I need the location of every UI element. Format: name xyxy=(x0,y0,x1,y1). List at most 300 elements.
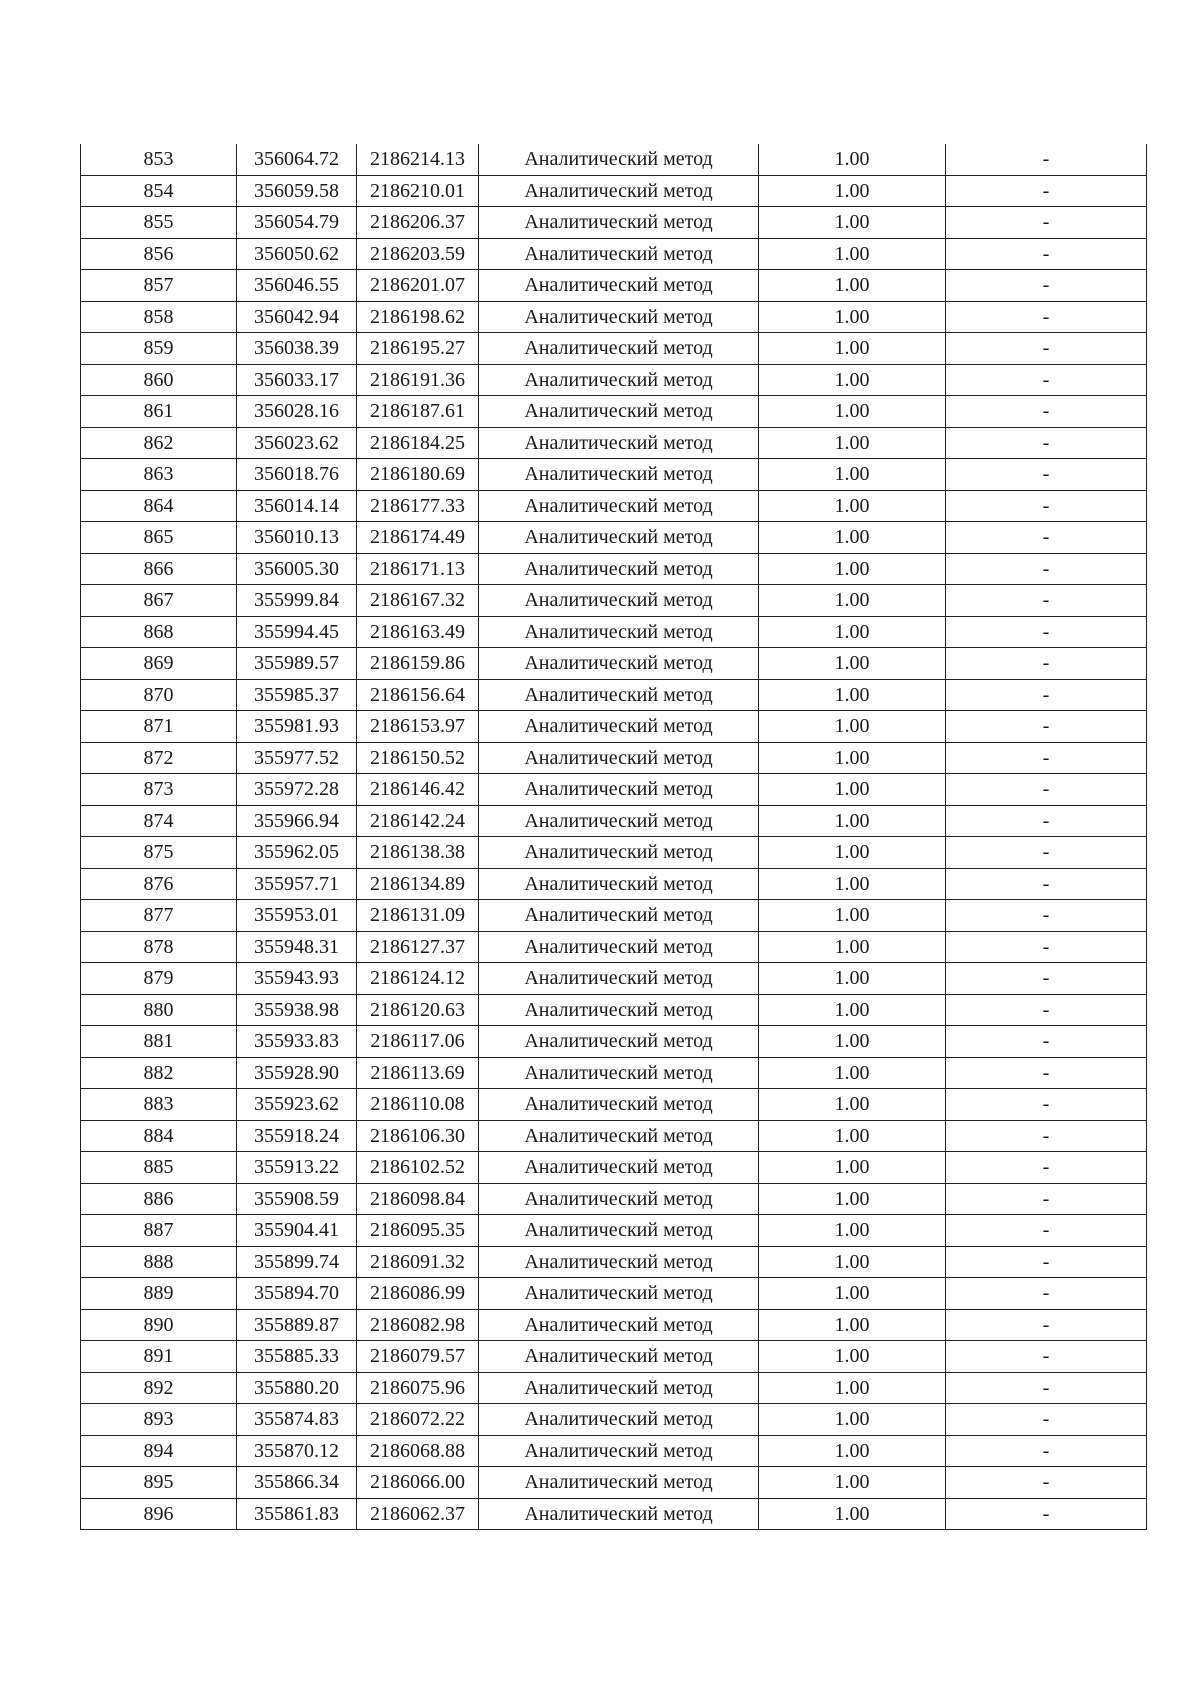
table-row xyxy=(81,553,1147,585)
point-number-cell: 870 xyxy=(81,679,237,711)
x-coordinate-cell: 355866.34 xyxy=(237,1467,357,1499)
description-cell: - xyxy=(946,144,1147,175)
y-coordinate-cell: 2186184.25 xyxy=(357,427,479,459)
table-row xyxy=(81,1120,1147,1152)
precision-cell: 1.00 xyxy=(759,522,946,554)
precision-cell: 1.00 xyxy=(759,270,946,302)
x-coordinate-cell: 356023.62 xyxy=(237,427,357,459)
x-coordinate-cell: 356059.58 xyxy=(237,175,357,207)
x-coordinate-cell: 356050.62 xyxy=(237,238,357,270)
table-row xyxy=(81,1215,1147,1247)
point-number-cell: 891 xyxy=(81,1341,237,1373)
y-coordinate-cell: 2186075.96 xyxy=(357,1372,479,1404)
point-number-cell: 866 xyxy=(81,553,237,585)
description-cell: - xyxy=(946,270,1147,302)
description-cell: - xyxy=(946,648,1147,680)
method-cell: Аналитический метод xyxy=(479,1372,759,1404)
y-coordinate-cell: 2186171.13 xyxy=(357,553,479,585)
precision-cell: 1.00 xyxy=(759,711,946,743)
x-coordinate-cell: 356064.72 xyxy=(237,144,357,175)
x-coordinate-cell: 356014.14 xyxy=(237,490,357,522)
description-cell: - xyxy=(946,1215,1147,1247)
y-coordinate-cell: 2186142.24 xyxy=(357,805,479,837)
table-row xyxy=(81,522,1147,554)
table-row xyxy=(81,364,1147,396)
coordinates-table xyxy=(80,144,1147,1530)
description-cell: - xyxy=(946,1183,1147,1215)
point-number-cell: 883 xyxy=(81,1089,237,1121)
x-coordinate-cell: 355981.93 xyxy=(237,711,357,743)
x-coordinate-cell: 355989.57 xyxy=(237,648,357,680)
x-coordinate-cell: 356028.16 xyxy=(237,396,357,428)
x-coordinate-cell: 355894.70 xyxy=(237,1278,357,1310)
point-number-cell: 862 xyxy=(81,427,237,459)
precision-cell: 1.00 xyxy=(759,144,946,175)
y-coordinate-cell: 2186102.52 xyxy=(357,1152,479,1184)
description-cell: - xyxy=(946,427,1147,459)
y-coordinate-cell: 2186120.63 xyxy=(357,994,479,1026)
method-cell: Аналитический метод xyxy=(479,616,759,648)
point-number-cell: 893 xyxy=(81,1404,237,1436)
description-cell: - xyxy=(946,1120,1147,1152)
table-row xyxy=(81,1183,1147,1215)
table-row xyxy=(81,270,1147,302)
description-cell: - xyxy=(946,994,1147,1026)
method-cell: Аналитический метод xyxy=(479,1215,759,1247)
point-number-cell: 855 xyxy=(81,207,237,239)
table-row xyxy=(81,1057,1147,1089)
y-coordinate-cell: 2186066.00 xyxy=(357,1467,479,1499)
precision-cell: 1.00 xyxy=(759,1309,946,1341)
description-cell: - xyxy=(946,207,1147,239)
description-cell: - xyxy=(946,396,1147,428)
table-row xyxy=(81,175,1147,207)
x-coordinate-cell: 356010.13 xyxy=(237,522,357,554)
point-number-cell: 869 xyxy=(81,648,237,680)
table-row xyxy=(81,1467,1147,1499)
x-coordinate-cell: 355977.52 xyxy=(237,742,357,774)
method-cell: Аналитический метод xyxy=(479,963,759,995)
precision-cell: 1.00 xyxy=(759,868,946,900)
method-cell: Аналитический метод xyxy=(479,585,759,617)
y-coordinate-cell: 2186177.33 xyxy=(357,490,479,522)
method-cell: Аналитический метод xyxy=(479,805,759,837)
precision-cell: 1.00 xyxy=(759,207,946,239)
precision-cell: 1.00 xyxy=(759,963,946,995)
x-coordinate-cell: 356018.76 xyxy=(237,459,357,491)
method-cell: Аналитический метод xyxy=(479,774,759,806)
table-row xyxy=(81,994,1147,1026)
description-cell: - xyxy=(946,1026,1147,1058)
x-coordinate-cell: 356005.30 xyxy=(237,553,357,585)
y-coordinate-cell: 2186082.98 xyxy=(357,1309,479,1341)
method-cell: Аналитический метод xyxy=(479,459,759,491)
method-cell: Аналитический метод xyxy=(479,301,759,333)
x-coordinate-cell: 355962.05 xyxy=(237,837,357,869)
x-coordinate-cell: 355948.31 xyxy=(237,931,357,963)
table-row xyxy=(81,459,1147,491)
method-cell: Аналитический метод xyxy=(479,553,759,585)
precision-cell: 1.00 xyxy=(759,1372,946,1404)
method-cell: Аналитический метод xyxy=(479,1435,759,1467)
description-cell: - xyxy=(946,679,1147,711)
description-cell: - xyxy=(946,900,1147,932)
description-cell: - xyxy=(946,553,1147,585)
method-cell: Аналитический метод xyxy=(479,1309,759,1341)
description-cell: - xyxy=(946,742,1147,774)
point-number-cell: 890 xyxy=(81,1309,237,1341)
y-coordinate-cell: 2186146.42 xyxy=(357,774,479,806)
description-cell: - xyxy=(946,333,1147,365)
table-row xyxy=(81,1435,1147,1467)
description-cell: - xyxy=(946,1341,1147,1373)
description-cell: - xyxy=(946,616,1147,648)
x-coordinate-cell: 356033.17 xyxy=(237,364,357,396)
table-row xyxy=(81,963,1147,995)
y-coordinate-cell: 2186131.09 xyxy=(357,900,479,932)
precision-cell: 1.00 xyxy=(759,585,946,617)
method-cell: Аналитический метод xyxy=(479,238,759,270)
x-coordinate-cell: 355966.94 xyxy=(237,805,357,837)
method-cell: Аналитический метод xyxy=(479,1152,759,1184)
description-cell: - xyxy=(946,364,1147,396)
description-cell: - xyxy=(946,774,1147,806)
point-number-cell: 882 xyxy=(81,1057,237,1089)
point-number-cell: 868 xyxy=(81,616,237,648)
table-row xyxy=(81,1498,1147,1530)
y-coordinate-cell: 2186206.37 xyxy=(357,207,479,239)
table-row xyxy=(81,1089,1147,1121)
x-coordinate-cell: 355985.37 xyxy=(237,679,357,711)
x-coordinate-cell: 355938.98 xyxy=(237,994,357,1026)
method-cell: Аналитический метод xyxy=(479,175,759,207)
precision-cell: 1.00 xyxy=(759,805,946,837)
point-number-cell: 873 xyxy=(81,774,237,806)
method-cell: Аналитический метод xyxy=(479,1089,759,1121)
precision-cell: 1.00 xyxy=(759,1498,946,1530)
precision-cell: 1.00 xyxy=(759,175,946,207)
method-cell: Аналитический метод xyxy=(479,1404,759,1436)
x-coordinate-cell: 355943.93 xyxy=(237,963,357,995)
method-cell: Аналитический метод xyxy=(479,1498,759,1530)
point-number-cell: 861 xyxy=(81,396,237,428)
precision-cell: 1.00 xyxy=(759,900,946,932)
description-cell: - xyxy=(946,1498,1147,1530)
y-coordinate-cell: 2186134.89 xyxy=(357,868,479,900)
table-row xyxy=(81,837,1147,869)
table-row xyxy=(81,490,1147,522)
x-coordinate-cell: 356038.39 xyxy=(237,333,357,365)
x-coordinate-cell: 355908.59 xyxy=(237,1183,357,1215)
point-number-cell: 877 xyxy=(81,900,237,932)
y-coordinate-cell: 2186086.99 xyxy=(357,1278,479,1310)
x-coordinate-cell: 355889.87 xyxy=(237,1309,357,1341)
point-number-cell: 875 xyxy=(81,837,237,869)
point-number-cell: 881 xyxy=(81,1026,237,1058)
y-coordinate-cell: 2186127.37 xyxy=(357,931,479,963)
point-number-cell: 879 xyxy=(81,963,237,995)
precision-cell: 1.00 xyxy=(759,1341,946,1373)
x-coordinate-cell: 355880.20 xyxy=(237,1372,357,1404)
precision-cell: 1.00 xyxy=(759,1435,946,1467)
description-cell: - xyxy=(946,522,1147,554)
point-number-cell: 858 xyxy=(81,301,237,333)
precision-cell: 1.00 xyxy=(759,1215,946,1247)
table-row xyxy=(81,805,1147,837)
y-coordinate-cell: 2186214.13 xyxy=(357,144,479,175)
method-cell: Аналитический метод xyxy=(479,522,759,554)
y-coordinate-cell: 2186180.69 xyxy=(357,459,479,491)
table-row xyxy=(81,144,1147,175)
y-coordinate-cell: 2186117.06 xyxy=(357,1026,479,1058)
description-cell: - xyxy=(946,490,1147,522)
method-cell: Аналитический метод xyxy=(479,994,759,1026)
method-cell: Аналитический метод xyxy=(479,1057,759,1089)
table-row xyxy=(81,1404,1147,1436)
precision-cell: 1.00 xyxy=(759,1467,946,1499)
y-coordinate-cell: 2186091.32 xyxy=(357,1246,479,1278)
method-cell: Аналитический метод xyxy=(479,679,759,711)
method-cell: Аналитический метод xyxy=(479,868,759,900)
y-coordinate-cell: 2186191.36 xyxy=(357,364,479,396)
y-coordinate-cell: 2186095.35 xyxy=(357,1215,479,1247)
precision-cell: 1.00 xyxy=(759,742,946,774)
y-coordinate-cell: 2186201.07 xyxy=(357,270,479,302)
point-number-cell: 886 xyxy=(81,1183,237,1215)
method-cell: Аналитический метод xyxy=(479,1278,759,1310)
method-cell: Аналитический метод xyxy=(479,711,759,743)
precision-cell: 1.00 xyxy=(759,459,946,491)
precision-cell: 1.00 xyxy=(759,396,946,428)
description-cell: - xyxy=(946,931,1147,963)
x-coordinate-cell: 355885.33 xyxy=(237,1341,357,1373)
point-number-cell: 856 xyxy=(81,238,237,270)
description-cell: - xyxy=(946,868,1147,900)
x-coordinate-cell: 355972.28 xyxy=(237,774,357,806)
y-coordinate-cell: 2186138.38 xyxy=(357,837,479,869)
precision-cell: 1.00 xyxy=(759,994,946,1026)
y-coordinate-cell: 2186195.27 xyxy=(357,333,479,365)
method-cell: Аналитический метод xyxy=(479,742,759,774)
description-cell: - xyxy=(946,301,1147,333)
y-coordinate-cell: 2186124.12 xyxy=(357,963,479,995)
point-number-cell: 887 xyxy=(81,1215,237,1247)
x-coordinate-cell: 355933.83 xyxy=(237,1026,357,1058)
table-row xyxy=(81,1278,1147,1310)
table-row xyxy=(81,1026,1147,1058)
precision-cell: 1.00 xyxy=(759,238,946,270)
y-coordinate-cell: 2186062.37 xyxy=(357,1498,479,1530)
x-coordinate-cell: 355928.90 xyxy=(237,1057,357,1089)
method-cell: Аналитический метод xyxy=(479,1467,759,1499)
method-cell: Аналитический метод xyxy=(479,427,759,459)
method-cell: Аналитический метод xyxy=(479,1246,759,1278)
table-row xyxy=(81,1341,1147,1373)
y-coordinate-cell: 2186153.97 xyxy=(357,711,479,743)
x-coordinate-cell: 355870.12 xyxy=(237,1435,357,1467)
point-number-cell: 864 xyxy=(81,490,237,522)
table-row xyxy=(81,900,1147,932)
y-coordinate-cell: 2186072.22 xyxy=(357,1404,479,1436)
method-cell: Аналитический метод xyxy=(479,648,759,680)
point-number-cell: 860 xyxy=(81,364,237,396)
x-coordinate-cell: 355923.62 xyxy=(237,1089,357,1121)
table-row xyxy=(81,931,1147,963)
precision-cell: 1.00 xyxy=(759,1152,946,1184)
point-number-cell: 895 xyxy=(81,1467,237,1499)
method-cell: Аналитический метод xyxy=(479,396,759,428)
y-coordinate-cell: 2186150.52 xyxy=(357,742,479,774)
y-coordinate-cell: 2186174.49 xyxy=(357,522,479,554)
precision-cell: 1.00 xyxy=(759,553,946,585)
point-number-cell: 874 xyxy=(81,805,237,837)
precision-cell: 1.00 xyxy=(759,1183,946,1215)
table-row xyxy=(81,679,1147,711)
table-row xyxy=(81,301,1147,333)
point-number-cell: 892 xyxy=(81,1372,237,1404)
y-coordinate-cell: 2186163.49 xyxy=(357,616,479,648)
description-cell: - xyxy=(946,1435,1147,1467)
point-number-cell: 872 xyxy=(81,742,237,774)
point-number-cell: 885 xyxy=(81,1152,237,1184)
precision-cell: 1.00 xyxy=(759,1089,946,1121)
method-cell: Аналитический метод xyxy=(479,490,759,522)
point-number-cell: 888 xyxy=(81,1246,237,1278)
description-cell: - xyxy=(946,837,1147,869)
x-coordinate-cell: 355861.83 xyxy=(237,1498,357,1530)
description-cell: - xyxy=(946,1309,1147,1341)
table-row xyxy=(81,207,1147,239)
x-coordinate-cell: 355913.22 xyxy=(237,1152,357,1184)
description-cell: - xyxy=(946,175,1147,207)
description-cell: - xyxy=(946,711,1147,743)
x-coordinate-cell: 355999.84 xyxy=(237,585,357,617)
description-cell: - xyxy=(946,1372,1147,1404)
point-number-cell: 878 xyxy=(81,931,237,963)
description-cell: - xyxy=(946,1152,1147,1184)
method-cell: Аналитический метод xyxy=(479,1183,759,1215)
table-row xyxy=(81,1372,1147,1404)
method-cell: Аналитический метод xyxy=(479,144,759,175)
table-row xyxy=(81,648,1147,680)
description-cell: - xyxy=(946,585,1147,617)
description-cell: - xyxy=(946,238,1147,270)
precision-cell: 1.00 xyxy=(759,616,946,648)
y-coordinate-cell: 2186156.64 xyxy=(357,679,479,711)
y-coordinate-cell: 2186098.84 xyxy=(357,1183,479,1215)
point-number-cell: 896 xyxy=(81,1498,237,1530)
precision-cell: 1.00 xyxy=(759,1120,946,1152)
y-coordinate-cell: 2186079.57 xyxy=(357,1341,479,1373)
point-number-cell: 867 xyxy=(81,585,237,617)
y-coordinate-cell: 2186113.69 xyxy=(357,1057,479,1089)
method-cell: Аналитический метод xyxy=(479,207,759,239)
point-number-cell: 859 xyxy=(81,333,237,365)
table-row xyxy=(81,427,1147,459)
table-row xyxy=(81,1309,1147,1341)
method-cell: Аналитический метод xyxy=(479,364,759,396)
point-number-cell: 884 xyxy=(81,1120,237,1152)
precision-cell: 1.00 xyxy=(759,427,946,459)
point-number-cell: 871 xyxy=(81,711,237,743)
table-row xyxy=(81,616,1147,648)
table-row xyxy=(81,868,1147,900)
precision-cell: 1.00 xyxy=(759,1246,946,1278)
point-number-cell: 889 xyxy=(81,1278,237,1310)
y-coordinate-cell: 2186106.30 xyxy=(357,1120,479,1152)
point-number-cell: 857 xyxy=(81,270,237,302)
point-number-cell: 880 xyxy=(81,994,237,1026)
point-number-cell: 853 xyxy=(81,144,237,175)
point-number-cell: 894 xyxy=(81,1435,237,1467)
x-coordinate-cell: 356046.55 xyxy=(237,270,357,302)
precision-cell: 1.00 xyxy=(759,333,946,365)
table-row xyxy=(81,742,1147,774)
table-row xyxy=(81,585,1147,617)
description-cell: - xyxy=(946,1057,1147,1089)
method-cell: Аналитический метод xyxy=(479,333,759,365)
table-row xyxy=(81,1152,1147,1184)
description-cell: - xyxy=(946,963,1147,995)
description-cell: - xyxy=(946,1246,1147,1278)
y-coordinate-cell: 2186187.61 xyxy=(357,396,479,428)
x-coordinate-cell: 355994.45 xyxy=(237,616,357,648)
table-row xyxy=(81,333,1147,365)
method-cell: Аналитический метод xyxy=(479,931,759,963)
precision-cell: 1.00 xyxy=(759,490,946,522)
description-cell: - xyxy=(946,805,1147,837)
method-cell: Аналитический метод xyxy=(479,1341,759,1373)
method-cell: Аналитический метод xyxy=(479,837,759,869)
table-row xyxy=(81,1246,1147,1278)
point-number-cell: 865 xyxy=(81,522,237,554)
description-cell: - xyxy=(946,459,1147,491)
table-row xyxy=(81,711,1147,743)
precision-cell: 1.00 xyxy=(759,648,946,680)
y-coordinate-cell: 2186068.88 xyxy=(357,1435,479,1467)
description-cell: - xyxy=(946,1467,1147,1499)
description-cell: - xyxy=(946,1089,1147,1121)
method-cell: Аналитический метод xyxy=(479,270,759,302)
x-coordinate-cell: 355899.74 xyxy=(237,1246,357,1278)
table-row xyxy=(81,774,1147,806)
description-cell: - xyxy=(946,1278,1147,1310)
method-cell: Аналитический метод xyxy=(479,1120,759,1152)
precision-cell: 1.00 xyxy=(759,774,946,806)
x-coordinate-cell: 356042.94 xyxy=(237,301,357,333)
x-coordinate-cell: 355953.01 xyxy=(237,900,357,932)
table-row xyxy=(81,238,1147,270)
point-number-cell: 876 xyxy=(81,868,237,900)
precision-cell: 1.00 xyxy=(759,1278,946,1310)
x-coordinate-cell: 355874.83 xyxy=(237,1404,357,1436)
precision-cell: 1.00 xyxy=(759,1404,946,1436)
precision-cell: 1.00 xyxy=(759,301,946,333)
precision-cell: 1.00 xyxy=(759,1026,946,1058)
table-row xyxy=(81,396,1147,428)
method-cell: Аналитический метод xyxy=(479,1026,759,1058)
point-number-cell: 854 xyxy=(81,175,237,207)
x-coordinate-cell: 355904.41 xyxy=(237,1215,357,1247)
y-coordinate-cell: 2186167.32 xyxy=(357,585,479,617)
precision-cell: 1.00 xyxy=(759,837,946,869)
description-cell: - xyxy=(946,1404,1147,1436)
precision-cell: 1.00 xyxy=(759,679,946,711)
x-coordinate-cell: 355957.71 xyxy=(237,868,357,900)
y-coordinate-cell: 2186159.86 xyxy=(357,648,479,680)
precision-cell: 1.00 xyxy=(759,1057,946,1089)
point-number-cell: 863 xyxy=(81,459,237,491)
